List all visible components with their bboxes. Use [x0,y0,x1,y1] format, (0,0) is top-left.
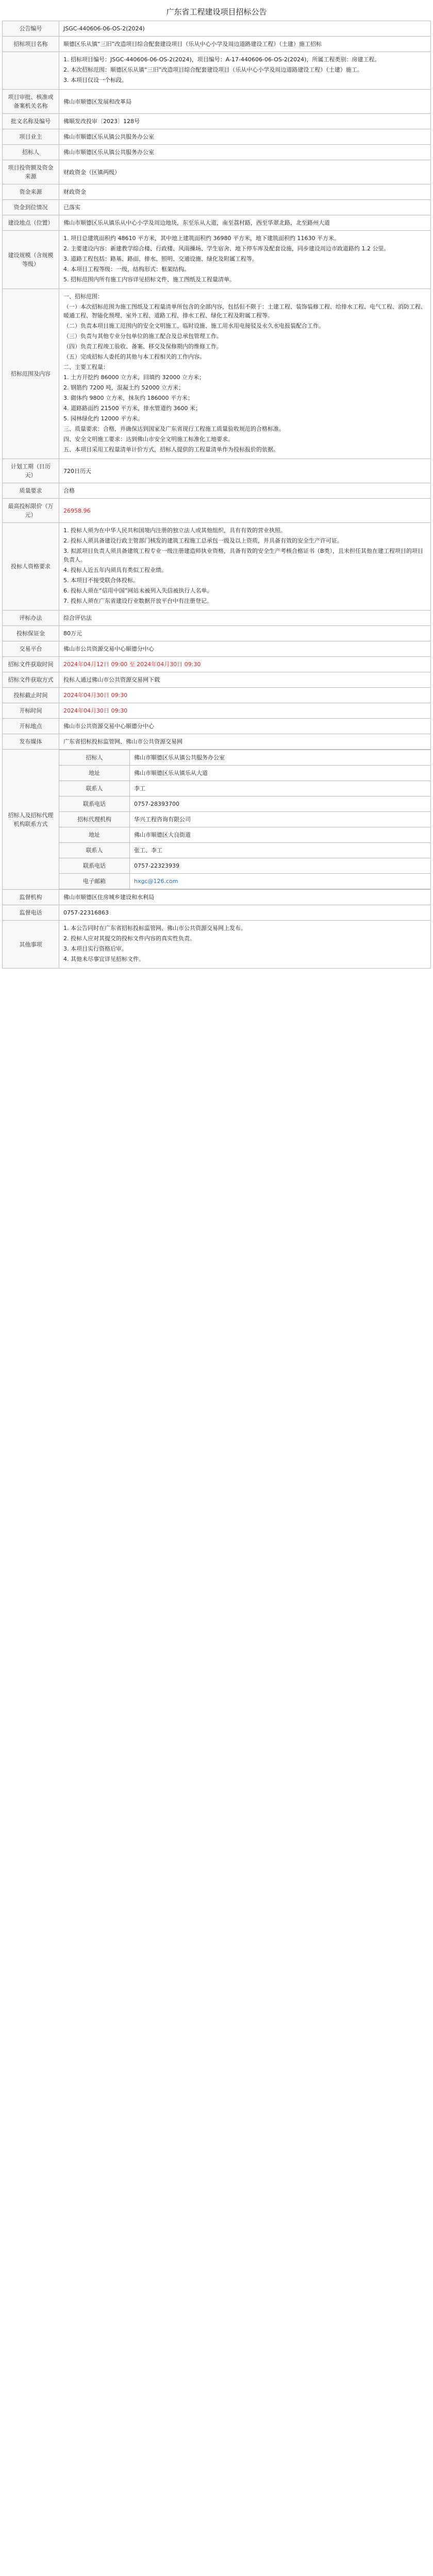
max-price-value: 26958.96 [59,499,431,523]
quals-line: 4. 投标人近五年内须具有类似工程业绩。 [63,567,167,573]
other-value [59,921,431,969]
scope-line: （二）负责本项目施工范围内的安全文明施工、临时设施、施工用水用电接驳及永久水电报装配合工作。 [63,323,324,329]
contact-item [59,827,430,843]
deadline-label: 投标截止时间 [3,688,59,703]
funds-value: 财政资金 [59,184,431,200]
period-row [3,459,431,483]
notice-table [2,21,431,969]
owner-row [3,129,431,145]
quality-label: 质量要求 [3,483,59,499]
funds-ratio-label: 资金到位情况 [3,200,59,215]
quals-line: 5. 本项目不接受联合体投标。 [63,577,139,584]
scale-line: 5. 招标范围内所有施工内容详见招标文件、施工图纸及工程量清单。 [63,276,235,283]
open-time-value: 2024年04月30日 09:30 [59,703,431,719]
scope-value [59,289,431,459]
quals-line: 7. 投标人须在广东省建设行业数据开放平台中有注册登记。 [63,598,212,604]
contact-val: 张工、李工 [130,843,431,858]
other-line: 3. 本项目实行资格后审。 [63,945,127,952]
funds-ratio-value: 已落实 [59,200,431,215]
project-name-label: 招标项目名称 [3,37,59,52]
scale-row [3,231,431,289]
contacts-label: 招标人及招标代理机构联系方式 [3,750,59,890]
approval-value: 佛山市顺德区发展和改革局 [59,90,431,114]
invest-value: 财政资金（区镇两级） [59,160,431,184]
contact-item [59,843,430,858]
quals-line: 3. 拟派项目负责人须具备建筑工程专业一级注册建造师执业资格，具备有效的安全生产考核合格证书（B类），且未担任其他在建工程项目的项目负责人。 [63,548,424,563]
supervisor-tel-row [3,905,431,921]
parts-line: 1. 招标项目编号：JSGC-440606-06-OS-2(2024)，项目编号：A-17-440606-06-OS-2(2024)，所属工程类别：房建工程。 [63,56,380,63]
owner-value: 佛山市顺德区乐从镇公共服务办公室 [59,129,431,145]
location-value: 佛山市顺德区乐从镇乐从中心小学及周边地块，东至乐从大道，南至荔村路，西至华翠北路，北至路州大道 [59,215,431,231]
quals-label: 投标人资格要求 [3,523,59,611]
scale-value [59,231,431,289]
contact-val: 李工 [130,781,431,796]
deadline-row [3,688,431,703]
supervisor-tel-value: 0757-22316863 [59,905,431,921]
doc-time-value: 2024年04月12日 09:00 至 2024年04月30日 09:30 [59,657,431,672]
method-row [3,611,431,626]
open-place-value: 佛山市公共资源交易中心顺德分中心 [59,719,431,734]
method-label: 评标办法 [3,611,59,626]
scope-row [3,289,431,459]
max-price-row [3,499,431,523]
scope-line: 5. 园林绿化约 12000 平方米。 [63,415,143,422]
contact-key: 电子邮箱 [59,874,130,889]
quals-value [59,523,431,611]
deposit-row [3,626,431,641]
scope-line: 3. 砌体约 9800 立方米，抹灰约 186000 平方米； [63,395,193,401]
funds-ratio-row [3,200,431,215]
scale-line: 2. 主要建设内容：新建教学综合楼、行政楼、风雨操场、学生宿舍、地下停车库及配套设施，同步建设周边市政道路约 1.2 公里。 [63,245,390,252]
approval-row [3,90,431,114]
open-time-label: 开标时间 [3,703,59,719]
contact-item [59,796,430,812]
approval-label: 项目审批、核准或备案机关名称 [3,90,59,114]
scope-line: 四、安全文明施工要求：达到佛山市安全文明施工标准化工地要求。 [63,436,234,443]
scope-label: 招标范围及内容 [3,289,59,459]
other-line: 4. 其他未尽事宜详见招标文件。 [63,956,144,962]
media-value: 广东省招标投标监管网、佛山市公共资源交易网 [59,734,431,750]
contact-item [59,766,430,781]
approval-no-label: 批文名称及编号 [3,114,59,129]
contact-item [59,858,430,874]
tenderer-value: 佛山市顺德区乐从镇公共服务办公室 [59,145,431,160]
doc-time-label: 招标文件获取时间 [3,657,59,672]
tenderer-row [3,145,431,160]
contact-val: 0757-28393700 [130,796,431,812]
parts-label [3,52,59,90]
other-line: 2. 投标人应对其提交的投标文件内容的真实性负责。 [63,935,195,942]
location-row [3,215,431,231]
contact-item [59,874,430,889]
scope-line: 2. 钢筋约 7200 吨，混凝土约 52000 立方米； [63,384,184,391]
doc-way-label: 招标文件获取方式 [3,672,59,688]
other-line: 1. 本公告同时在广东省招标投标监管网、佛山市公共资源交易网上发布。 [63,925,246,931]
supervisor-value: 佛山市顺德区住房城乡建设和水利局 [59,890,431,905]
parts-value [59,52,431,90]
contact-val: 佛山市顺德区乐从镇公共服务办公室 [130,750,431,766]
doc-way-row [3,672,431,688]
contact-key: 联系人 [59,843,130,858]
deposit-label: 投标保证金 [3,626,59,641]
location-label: 建设地点（位置） [3,215,59,231]
contact-item [59,781,430,796]
approval-no-value: 佛顺发改投审〔2023〕128号 [59,114,431,129]
parts-line: 3. 本项目仅设一个标段。 [63,77,127,83]
platform-label: 交易平台 [3,641,59,657]
scope-line: 二、主要工程量： [63,364,109,370]
contact-val[interactable]: hxgc@126.com [130,874,431,889]
approval-no-row [3,114,431,129]
scope-line: 4. 道路路面约 21500 平方米，排水管道约 3600 米； [63,405,201,412]
deposit-value: 80万元 [59,626,431,641]
quals-line: 1. 投标人须为在中华人民共和国境内注册的独立法人或其他组织，具有有效的营业执照。 [63,527,286,534]
doc-way-value: 投标人通过佛山市公共资源交易网下载 [59,672,431,688]
open-place-row [3,719,431,734]
scope-line: （三）负责与其他专业分包单位的施工配合及总承包管理工作。 [63,333,222,340]
contact-key: 招标人 [59,750,130,766]
contacts-value [59,750,431,890]
method-value: 综合评估法 [59,611,431,626]
scope-line: 五、本项目采用工程量清单计价方式，招标人提供的工程量清单作为投标报价的依据。 [63,446,279,453]
period-label: 计划工期（日历天） [3,459,59,483]
scope-line: （一）本次招标范围为施工图纸及工程量清单所包含的全部内容，包括但不限于：土建工程、装饰装修工程、给排水工程、电气工程、消防工程、暖通工程、智能化预埋、室外工程、道路工程、排水工程、绿化工程及附属工程等。 [63,303,426,319]
contact-key: 招标代理机构 [59,812,130,827]
owner-label: 项目业主 [3,129,59,145]
quality-row [3,483,431,499]
contact-key: 地址 [59,827,130,843]
open-place-label: 开标地点 [3,719,59,734]
parts-row [3,52,431,90]
supervisor-row [3,890,431,905]
contact-item [59,750,430,766]
funds-row [3,184,431,200]
open-time-row [3,703,431,719]
contacts-row [3,750,431,890]
scope-line: （五）完成招标人委托的其他与本工程相关的工作内容。 [63,353,205,360]
announcement-no-label: 公告编号 [3,21,59,37]
invest-row [3,160,431,184]
contact-key: 联系电话 [59,796,130,812]
max-price-label: 最高投标限价（万元） [3,499,59,523]
media-row [3,734,431,750]
scale-line: 4. 本项目工程等级：一级，结构形式：框架结构。 [63,266,190,273]
quals-row [3,523,431,611]
contact-key: 联系人 [59,781,130,796]
supervisor-tel-label: 监督电话 [3,905,59,921]
contact-val: 佛山市顺德区乐从镇乐从大道 [130,766,431,781]
platform-value: 佛山市公共资源交易中心顺德分中心 [59,641,431,657]
quals-line: 2. 投标人须具备建设行政主管部门核发的建筑工程施工总承包一级及以上资质，并具备有效的安全生产许可证。 [63,537,343,544]
invest-label: 项目投资额及资金来源 [3,160,59,184]
contact-key: 联系电话 [59,858,130,874]
media-label: 发布媒体 [3,734,59,750]
scale-label: 建设规模（含规模等级） [3,231,59,289]
announcement-no-row [3,21,431,37]
scale-line: 3. 道路工程包括：路基、路面、排水、照明、交通设施、绿化及附属工程等。 [63,256,258,262]
contact-val: 0757-22323939 [130,858,431,874]
scope-line: 一、招标范围： [63,293,103,300]
platform-row [3,641,431,657]
scale-line: 1. 项目总建筑面积约 48610 平方米，其中地上建筑面积约 36980 平方米，地下建筑面积约 11630 平方米。 [63,235,340,242]
page-title: 广东省工程建设项目招标公告 [166,7,267,16]
parts-line: 2. 本次招标范围：顺德区乐从镇“三旧”改造项目综合配套建设项目（乐从中心小学及周边道路建设工程）（土建）施工。 [63,66,363,73]
funds-label: 资金来源 [3,184,59,200]
contact-val: 佛山市顺德区大良街道 [130,827,431,843]
project-name-value: 顺德区乐从镇“三旧”改造项目综合配套建设项目（乐从中心小学及周边道路建设工程）（土建）施工招标 [59,37,431,52]
supervisor-label: 监督机构 [3,890,59,905]
quals-line: 6. 投标人须在“信用中国”网站未被列入失信被执行人名单。 [63,587,213,594]
announcement-no-value: JSGC-440606-06-OS-2(2024) [59,21,431,37]
scope-line: 1. 土方开挖约 86000 立方米，回填约 32000 立方米； [63,374,205,381]
scope-line: 三、质量要求：合格，并确保达到国家及广东省现行工程施工质量验收规范的合格标准。 [63,426,285,432]
deadline-value: 2024年04月30日 09:30 [59,688,431,703]
scope-line: （四）负责工程竣工验收、备案、移交及保修期内的维修工作。 [63,343,222,350]
contact-item [59,812,430,827]
contact-val: 华兴工程咨询有限公司 [130,812,431,827]
other-label: 其他事项 [3,921,59,969]
contact-key: 地址 [59,766,130,781]
project-name-row [3,37,431,52]
period-value: 720日历天 [59,459,431,483]
quality-value: 合格 [59,483,431,499]
tenderer-label: 招标人 [3,145,59,160]
other-row [3,921,431,969]
doc-time-row [3,657,431,672]
